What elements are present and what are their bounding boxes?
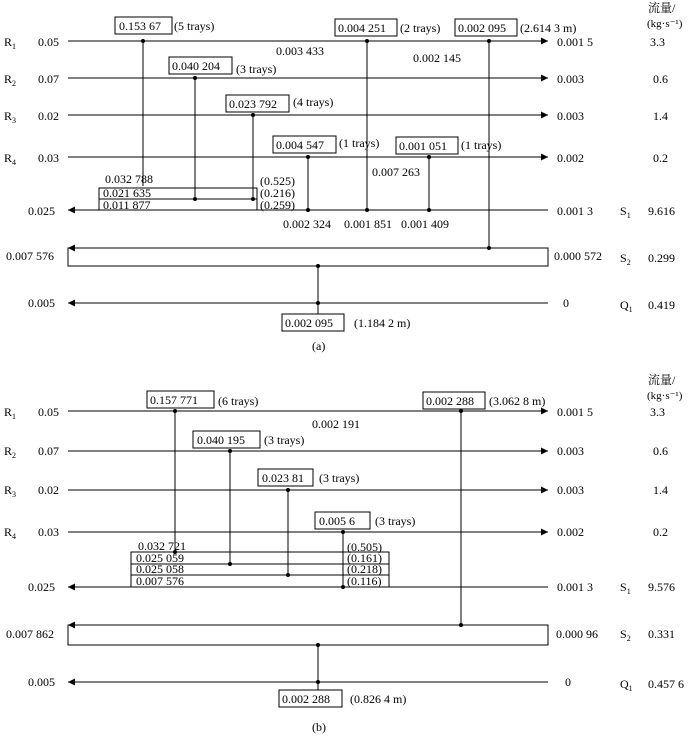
hx-a3-duty: 0.023 792 [229,97,277,111]
stream-r2-inlet: 0.07 [38,72,59,86]
connector-dots-a [141,39,491,305]
stream-r1-name: $R_1$ [4,35,17,51]
flow-header-label: 流量/ [648,1,676,15]
s1-split-ratio-3-b: (0.218) [347,562,382,576]
stream-s1-name-b: $S_1$ [620,580,631,596]
s1-split-value-2: 0.021 635 [103,186,151,200]
stream-r1-name-b: $R_1$ [4,405,17,421]
hx-b2-note: (3 trays) [264,433,305,447]
hx-a8-duty: 0.002 095 [285,316,333,330]
stream-q1-outlet: 0.005 [28,296,55,310]
stream-s1-inlet: 0.001 3 [557,204,593,218]
panel-b [4,391,684,734]
r1-intermediate-temp: 0.003 433 [276,44,324,58]
hx-a5-duty: 0.001 051 [399,139,447,153]
stream-r4-name: $R_4$ [4,151,17,167]
stream-r3-outlet: 0.003 [557,109,584,123]
stream-r1-flow: 3.3 [650,35,665,49]
s1-split-ratio-2: (0.216) [260,186,295,200]
stream-r3-outlet-b: 0.003 [557,483,584,497]
stream-r1-outlet: 0.001 5 [557,35,593,49]
hx-b4-duty: 0.005 6 [319,514,355,528]
stream-r2-outlet-b: 0.003 [557,444,584,458]
stream-r4-inlet: 0.03 [38,151,59,165]
stream-r3-inlet-b: 0.02 [38,483,59,497]
stream-r3-flow-b: 1.4 [653,483,668,497]
s1-split-ratio-1-b: (0.505) [347,540,382,554]
hx-b1-note: (6 trays) [218,394,259,408]
s1-temp-3: 0.001 409 [401,217,449,231]
connector-dots-b [173,409,463,684]
s1-temp-2: 0.001 851 [344,217,392,231]
r4-intermediate-temp: 0.007 263 [372,165,420,179]
s1-split-value-1: 0.032 788 [105,172,153,186]
r1-intermediate-temp-2: 0.002 145 [413,51,461,65]
caption-a: (a) [312,339,326,353]
hx-b2-duty: 0.040 195 [197,433,245,447]
stream-r4-flow-b: 0.2 [653,525,668,539]
hx-a7-note: (2.614 3 m) [520,21,577,35]
stream-q1-name-b: $Q_1$ [620,677,633,693]
stream-r1-a [4,35,665,51]
stream-s1-flow: 9.616 [648,204,675,218]
stream-s1-outlet: 0.025 [28,204,55,218]
hx-b3-note: (3 trays) [319,471,360,485]
stream-r2-flow-b: 0.6 [653,444,668,458]
hx-a4-note: (1 trays) [339,136,380,150]
stream-s2-inlet-b: 0.000 96 [556,627,598,641]
s1-split-ratio-1: (0.525) [260,174,295,188]
stream-s2-inlet: 0.000 572 [554,249,602,263]
s1-split-ratio-4-b: (0.116) [347,574,382,588]
stream-r3-name-b: $R_3$ [4,483,17,499]
stream-s1-inlet-b: 0.001 3 [557,580,593,594]
stream-q1-flow-b: 0.457 6 [648,677,684,691]
hx-a1-note: (5 trays) [174,19,215,33]
stream-q1-inlet-b: 0 [565,675,571,689]
stream-r4-outlet-b: 0.002 [557,525,584,539]
flow-header-unit: (kg·s⁻¹) [647,18,683,30]
stream-r2-flow: 0.6 [653,72,668,86]
stream-r3-a [4,109,668,125]
panel-a [4,17,675,353]
stream-r1-flow-b: 3.3 [650,405,665,419]
stream-r4-inlet-b: 0.03 [38,525,59,539]
stream-s2-a [6,248,675,267]
hx-a6-note: (2 trays) [400,21,441,35]
caption-b: (b) [312,720,326,734]
stream-s1-name: $S_1$ [620,204,631,220]
hx-a1-duty: 0.153 67 [119,19,161,33]
hx-a2-note: (3 trays) [236,62,277,76]
stream-s2-name: $S_2$ [620,251,631,267]
flow-header-label-b: 流量/ [648,373,676,387]
stream-r2-b [4,444,668,460]
stream-s2-box [68,248,548,266]
flow-header-unit-b: (kg·s⁻¹) [647,390,683,402]
stream-r1-inlet-b: 0.05 [38,405,59,419]
stream-r2-a [4,72,668,88]
hx-b6-note: (0.826 4 m) [350,692,407,706]
stream-r4-outlet: 0.002 [557,151,584,165]
stream-s1-flow-b: 9.576 [648,580,675,594]
stream-q1-flow: 0.419 [648,298,675,312]
s1-split-ratio-3: (0.259) [260,198,295,212]
stream-q1-inlet: 0 [563,296,569,310]
stream-r1-outlet-b: 0.001 5 [557,405,593,419]
stream-r2-outlet: 0.003 [557,72,584,86]
stream-r3-name: $R_3$ [4,109,17,125]
stream-r3-flow: 1.4 [653,109,668,123]
stream-s2-name-b: $S_2$ [620,627,631,643]
s1-split-a [99,172,295,212]
hx-b5-duty: 0.002 288 [426,394,474,408]
s1-split-value-3: 0.011 877 [103,198,151,212]
hx-a4-duty: 0.004 547 [276,138,324,152]
hx-b5-note: (3.062 8 m) [489,394,546,408]
s1-split-b [131,539,389,588]
stream-s2-flow: 0.299 [648,251,675,265]
r1-intermediate-temp-b: 0.002 191 [312,417,360,431]
stream-r4-flow: 0.2 [653,151,668,165]
exchanger-connectors-b [175,411,461,690]
stream-r3-inlet: 0.02 [38,109,59,123]
stream-q1-a [28,296,675,314]
hx-a2-duty: 0.040 204 [172,59,220,73]
s1-split-value-4-b: 0.007 576 [136,574,184,588]
s1-split-value-1-b: 0.032 721 [138,539,186,553]
hx-b4-note: (3 trays) [375,514,416,528]
s1-temp-1: 0.002 324 [283,217,331,231]
stream-s2-outlet: 0.007 576 [6,249,54,263]
stream-r2-inlet-b: 0.07 [38,444,59,458]
stream-q1-outlet-b: 0.005 [28,675,55,689]
hx-b3-duty: 0.023 81 [262,471,304,485]
stream-r2-name-b: $R_2$ [4,444,17,460]
s1-split-ratio-2-b: (0.161) [347,551,382,565]
hx-a7-duty: 0.002 095 [458,21,506,35]
exchanger-labels-a [115,17,576,331]
exchanger-connectors-a [143,41,489,314]
s1-split-value-2-b: 0.025 059 [136,551,184,565]
hx-b6-duty: 0.002 288 [282,692,330,706]
hx-a3-note: (4 trays) [293,95,334,109]
stream-r4-name-b: $R_4$ [4,525,17,541]
s1-split-value-3-b: 0.025 058 [136,562,184,576]
stream-s2-flow-b: 0.331 [648,627,675,641]
stream-s2-box-b [68,625,548,645]
stream-s2-outlet-b: 0.007 862 [6,627,54,641]
hx-b1-duty: 0.157 771 [150,393,198,407]
hx-a8-note: (1.184 2 m) [354,316,411,330]
stream-q1-name: $Q_1$ [620,298,633,314]
hx-a5-note: (1 trays) [461,138,502,152]
stream-r1-inlet: 0.05 [38,35,59,49]
stream-s1-outlet-b: 0.025 [28,580,55,594]
hx-a6-duty: 0.004 251 [338,21,386,35]
stream-q1-b [28,675,684,693]
stream-r3-b [4,483,668,499]
stream-r2-name: $R_2$ [4,72,17,88]
stream-s2-b [6,625,675,645]
